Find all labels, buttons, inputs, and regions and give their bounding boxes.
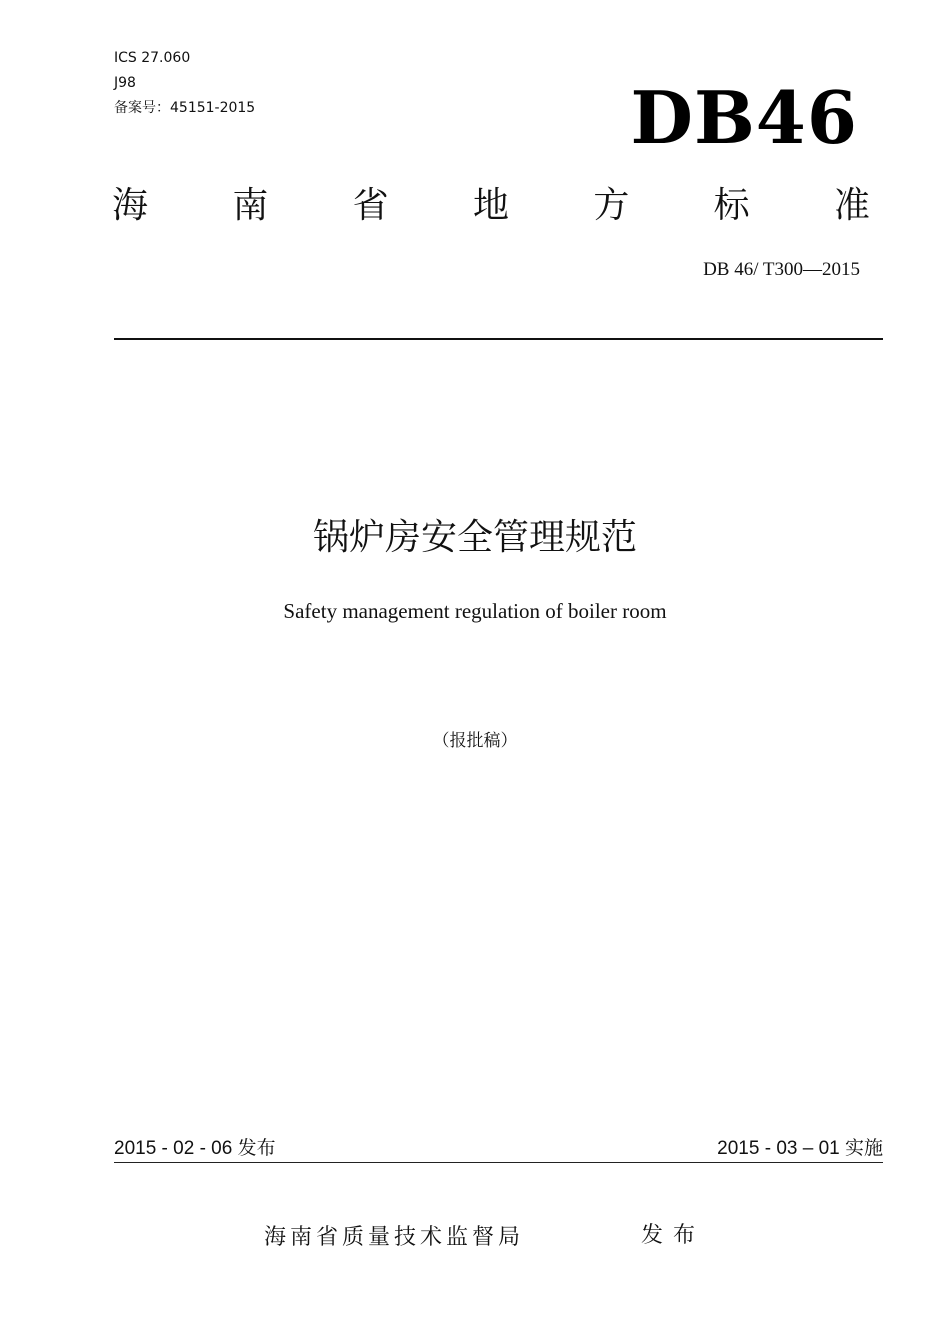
document-title-chinese: 锅炉房安全管理规范 (312, 517, 637, 558)
standard-type-char: 准 (833, 185, 870, 226)
date-row (114, 1137, 883, 1161)
draft-note: （报批稿） (432, 731, 518, 751)
footer-divider (114, 1162, 883, 1163)
standard-logo: DB46 (630, 75, 858, 160)
standard-type-title (112, 184, 870, 228)
standard-type-char: 南 (232, 185, 269, 226)
issuer-name: 海南省质量技术监督局 (264, 1225, 525, 1250)
ics-code: ICS 27.060 (114, 50, 191, 66)
header-divider (114, 338, 883, 340)
effective-date: 2015 - 03 – 01 实施 (717, 1138, 883, 1159)
standard-type-char: 海 (112, 185, 149, 226)
issuer-action: 发布 (641, 1223, 706, 1248)
release-date: 2015 - 02 - 06 发布 (114, 1138, 276, 1159)
record-number: 备案号：45151-2015 (114, 100, 256, 116)
standard-type-char: 地 (472, 185, 509, 226)
standard-number: DB 46/ T300—2015 (703, 259, 860, 280)
document-title-english: Safety management regulation of boiler room (283, 599, 667, 623)
standard-type-char: 省 (352, 185, 389, 226)
category-code: J98 (114, 75, 136, 91)
standard-type-char: 方 (593, 185, 630, 226)
standard-type-char: 标 (713, 185, 750, 226)
